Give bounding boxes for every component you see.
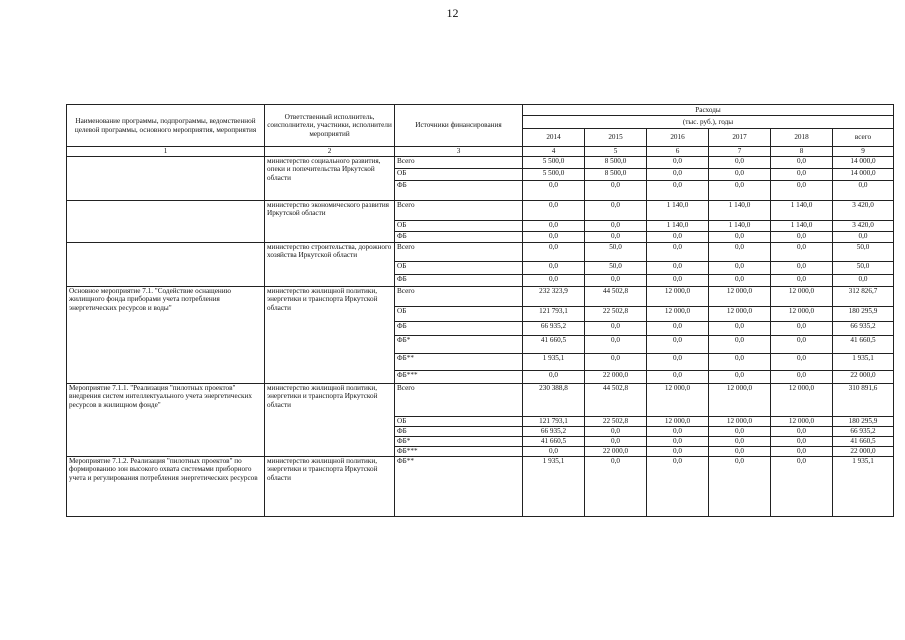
- total-value-cell: 50,0: [833, 243, 894, 262]
- year-value-cell: 0,0: [523, 232, 585, 243]
- year-value-cell: 12 000,0: [771, 307, 833, 322]
- year-value-cell: 22 000,0: [585, 447, 647, 457]
- year-value-cell: 0,0: [523, 262, 585, 275]
- year-value-cell: 0,0: [709, 243, 771, 262]
- year-value-cell: 0,0: [523, 243, 585, 262]
- funding-source-cell: Всего: [395, 287, 523, 307]
- funding-source-cell: Всего: [395, 384, 523, 417]
- year-value-cell: 0,0: [709, 447, 771, 457]
- year-value-cell: 0,0: [771, 169, 833, 181]
- header-year: 2017: [709, 129, 771, 147]
- year-value-cell: 66 935,2: [523, 322, 585, 336]
- table-row: [67, 243, 894, 262]
- year-value-cell: 12 000,0: [647, 307, 709, 322]
- year-value-cell: 50,0: [585, 243, 647, 262]
- year-value-cell: 0,0: [647, 275, 709, 287]
- column-number: 5: [585, 147, 647, 157]
- year-value-cell: 0,0: [771, 322, 833, 336]
- year-value-cell: 0,0: [709, 181, 771, 201]
- year-value-cell: 8 500,0: [585, 157, 647, 169]
- year-value-cell: 0,0: [585, 181, 647, 201]
- year-value-cell: 0,0: [771, 354, 833, 371]
- year-value-cell: 0,0: [709, 322, 771, 336]
- header-source: Источники финансирования: [395, 105, 523, 147]
- header-year: 2018: [771, 129, 833, 147]
- year-value-cell: 0,0: [647, 371, 709, 384]
- year-value-cell: 12 000,0: [709, 384, 771, 417]
- page-number: 12: [446, 6, 459, 20]
- year-value-cell: 1 140,0: [647, 221, 709, 232]
- year-value-cell: 0,0: [647, 232, 709, 243]
- funding-source-cell: ФБ: [395, 232, 523, 243]
- year-value-cell: 0,0: [523, 221, 585, 232]
- year-value-cell: 0,0: [771, 437, 833, 447]
- total-value-cell: 41 660,5: [833, 437, 894, 447]
- total-value-cell: 1 935,1: [833, 457, 894, 517]
- year-value-cell: 0,0: [647, 243, 709, 262]
- year-value-cell: 0,0: [709, 427, 771, 437]
- activity-name-cell: [67, 157, 265, 201]
- total-value-cell: 180 295,9: [833, 417, 894, 427]
- year-value-cell: 0,0: [709, 232, 771, 243]
- header-year: 2016: [647, 129, 709, 147]
- activity-name-cell: Основное мероприятие 7.1. "Содействие оснащению жилищного фонда приборами учета потребления энергетических ресурсов и воды": [67, 287, 265, 384]
- year-value-cell: 0,0: [585, 232, 647, 243]
- column-number: 8: [771, 147, 833, 157]
- funding-source-cell: Всего: [395, 243, 523, 262]
- year-value-cell: 12 000,0: [771, 384, 833, 417]
- total-value-cell: 22 000,0: [833, 447, 894, 457]
- total-value-cell: 22 000,0: [833, 371, 894, 384]
- column-number: 4: [523, 147, 585, 157]
- header-year: 2015: [585, 129, 647, 147]
- total-value-cell: 180 295,9: [833, 307, 894, 322]
- total-value-cell: 50,0: [833, 262, 894, 275]
- year-value-cell: 1 140,0: [647, 201, 709, 221]
- year-value-cell: 12 000,0: [647, 287, 709, 307]
- funding-source-cell: ОБ: [395, 307, 523, 322]
- year-value-cell: 22 502,8: [585, 307, 647, 322]
- executor-cell: министерство экономического развития Иркутской области: [265, 201, 395, 243]
- year-value-cell: 0,0: [709, 457, 771, 517]
- table-header: [67, 105, 894, 157]
- total-value-cell: 66 935,2: [833, 322, 894, 336]
- funding-source-cell: ФБ: [395, 275, 523, 287]
- column-numbers-row: [67, 147, 894, 157]
- column-number: 2: [265, 147, 395, 157]
- activity-name-cell: [67, 243, 265, 287]
- year-value-cell: 1 935,1: [523, 354, 585, 371]
- total-value-cell: 3 420,0: [833, 221, 894, 232]
- year-value-cell: 0,0: [585, 354, 647, 371]
- year-value-cell: 0,0: [647, 427, 709, 437]
- year-value-cell: 0,0: [771, 181, 833, 201]
- year-value-cell: 0,0: [523, 275, 585, 287]
- year-value-cell: 0,0: [523, 201, 585, 221]
- year-value-cell: 0,0: [771, 157, 833, 169]
- funding-source-cell: ОБ: [395, 221, 523, 232]
- year-value-cell: 22 502,8: [585, 417, 647, 427]
- year-value-cell: 41 660,5: [523, 336, 585, 354]
- header-executor: Ответственный исполнитель, соисполнители, участники, исполнители мероприятий: [265, 105, 395, 147]
- table-row: [67, 457, 894, 517]
- year-value-cell: 0,0: [585, 427, 647, 437]
- column-number: 1: [67, 147, 265, 157]
- funding-source-cell: ОБ: [395, 417, 523, 427]
- executor-cell: министерство жилищной политики, энергетики и транспорта Иркутской области: [265, 384, 395, 457]
- funding-source-cell: ФБ*: [395, 437, 523, 447]
- year-value-cell: 44 502,8: [585, 287, 647, 307]
- header-name: Наименование программы, подпрограммы, ведомственной целевой программы, основного мероприятия, мероприятия: [67, 105, 265, 147]
- executor-cell: министерство строительства, дорожного хозяйства Иркутской области: [265, 243, 395, 287]
- year-value-cell: 12 000,0: [709, 287, 771, 307]
- total-value-cell: 1 935,1: [833, 354, 894, 371]
- column-number: 3: [395, 147, 523, 157]
- year-value-cell: 0,0: [647, 322, 709, 336]
- year-value-cell: 232 323,9: [523, 287, 585, 307]
- year-value-cell: 0,0: [771, 447, 833, 457]
- year-value-cell: 0,0: [771, 371, 833, 384]
- year-value-cell: 0,0: [771, 243, 833, 262]
- year-value-cell: 0,0: [647, 157, 709, 169]
- year-value-cell: 121 793,1: [523, 417, 585, 427]
- year-value-cell: 8 500,0: [585, 169, 647, 181]
- funding-source-cell: ФБ***: [395, 447, 523, 457]
- year-value-cell: 44 502,8: [585, 384, 647, 417]
- table-body: [67, 157, 894, 517]
- activity-name-cell: Мероприятие 7.1.2. Реализация "пилотных проектов" по формированию зон высокого охвата системами приборного учета и регулирования потребления энергетических ресурсов: [67, 457, 265, 517]
- year-value-cell: 66 935,2: [523, 427, 585, 437]
- funding-source-cell: ФБ: [395, 181, 523, 201]
- year-value-cell: 1 140,0: [771, 221, 833, 232]
- activity-name-cell: Мероприятие 7.1.1. "Реализация "пилотных проектов" внедрения систем интеллектуального учета энергетических ресурсов в жилищном фонде": [67, 384, 265, 457]
- total-value-cell: 0,0: [833, 232, 894, 243]
- executor-cell: министерство жилищной политики, энергетики и транспорта Иркутской области: [265, 457, 395, 517]
- year-value-cell: 0,0: [709, 437, 771, 447]
- year-value-cell: 0,0: [523, 447, 585, 457]
- total-value-cell: 3 420,0: [833, 201, 894, 221]
- table-row: [67, 384, 894, 417]
- year-value-cell: 0,0: [585, 201, 647, 221]
- year-value-cell: 12 000,0: [709, 307, 771, 322]
- funding-source-cell: ФБ: [395, 427, 523, 437]
- year-value-cell: 12 000,0: [771, 287, 833, 307]
- year-value-cell: 0,0: [585, 221, 647, 232]
- funding-source-cell: Всего: [395, 201, 523, 221]
- year-value-cell: 1 140,0: [709, 221, 771, 232]
- year-value-cell: 5 500,0: [523, 157, 585, 169]
- year-value-cell: 41 660,5: [523, 437, 585, 447]
- year-value-cell: 0,0: [585, 275, 647, 287]
- executor-cell: министерство социального развития, опеки и попечительства Иркутской области: [265, 157, 395, 201]
- year-value-cell: 0,0: [709, 275, 771, 287]
- year-value-cell: 0,0: [523, 181, 585, 201]
- year-value-cell: 0,0: [709, 157, 771, 169]
- funding-source-cell: ФБ***: [395, 371, 523, 384]
- total-value-cell: 14 000,0: [833, 157, 894, 169]
- year-value-cell: 5 500,0: [523, 169, 585, 181]
- year-value-cell: 0,0: [771, 232, 833, 243]
- column-number: 7: [709, 147, 771, 157]
- header-expenses-unit: (тыс. руб.), годы: [523, 116, 894, 129]
- year-value-cell: 0,0: [771, 457, 833, 517]
- header-year: 2014: [523, 129, 585, 147]
- year-value-cell: 1 140,0: [771, 201, 833, 221]
- total-value-cell: 14 000,0: [833, 169, 894, 181]
- year-value-cell: 0,0: [647, 354, 709, 371]
- year-value-cell: 0,0: [709, 371, 771, 384]
- year-value-cell: 1 140,0: [709, 201, 771, 221]
- year-value-cell: 1 935,1: [523, 457, 585, 517]
- year-value-cell: 121 793,1: [523, 307, 585, 322]
- funding-source-cell: ФБ**: [395, 354, 523, 371]
- total-value-cell: 41 660,5: [833, 336, 894, 354]
- column-number: 6: [647, 147, 709, 157]
- year-value-cell: 0,0: [585, 322, 647, 336]
- year-value-cell: 0,0: [647, 336, 709, 354]
- year-value-cell: 0,0: [647, 447, 709, 457]
- year-value-cell: 0,0: [771, 275, 833, 287]
- funding-source-cell: Всего: [395, 157, 523, 169]
- funding-source-cell: ФБ**: [395, 457, 523, 517]
- year-value-cell: 0,0: [585, 457, 647, 517]
- year-value-cell: 22 000,0: [585, 371, 647, 384]
- table-row: [67, 157, 894, 169]
- year-value-cell: 0,0: [647, 262, 709, 275]
- total-value-cell: 0,0: [833, 275, 894, 287]
- funding-source-cell: ФБ: [395, 322, 523, 336]
- year-value-cell: 0,0: [771, 427, 833, 437]
- header-year-total: всего: [833, 129, 894, 147]
- table-row: [67, 287, 894, 307]
- year-value-cell: 0,0: [647, 437, 709, 447]
- year-value-cell: 50,0: [585, 262, 647, 275]
- funding-source-cell: ОБ: [395, 169, 523, 181]
- header-expenses: Расходы: [523, 105, 894, 116]
- funding-source-cell: ОБ: [395, 262, 523, 275]
- year-value-cell: 0,0: [585, 336, 647, 354]
- year-value-cell: 0,0: [585, 437, 647, 447]
- year-value-cell: 230 388,8: [523, 384, 585, 417]
- budget-table: [66, 104, 894, 517]
- year-value-cell: 0,0: [647, 457, 709, 517]
- table-row: [67, 201, 894, 221]
- total-value-cell: 310 891,6: [833, 384, 894, 417]
- funding-source-cell: ФБ*: [395, 336, 523, 354]
- year-value-cell: 0,0: [709, 336, 771, 354]
- year-value-cell: 0,0: [771, 336, 833, 354]
- year-value-cell: 0,0: [709, 169, 771, 181]
- year-value-cell: 0,0: [647, 181, 709, 201]
- year-value-cell: 0,0: [771, 262, 833, 275]
- year-value-cell: 12 000,0: [709, 417, 771, 427]
- year-value-cell: 0,0: [523, 371, 585, 384]
- year-value-cell: 12 000,0: [647, 417, 709, 427]
- year-value-cell: 0,0: [709, 354, 771, 371]
- year-value-cell: 0,0: [709, 262, 771, 275]
- column-number: 9: [833, 147, 894, 157]
- total-value-cell: 66 935,2: [833, 427, 894, 437]
- total-value-cell: 312 826,7: [833, 287, 894, 307]
- year-value-cell: 12 000,0: [771, 417, 833, 427]
- activity-name-cell: [67, 201, 265, 243]
- total-value-cell: 0,0: [833, 181, 894, 201]
- year-value-cell: 12 000,0: [647, 384, 709, 417]
- executor-cell: министерство жилищной политики, энергетики и транспорта Иркутской области: [265, 287, 395, 384]
- year-value-cell: 0,0: [647, 169, 709, 181]
